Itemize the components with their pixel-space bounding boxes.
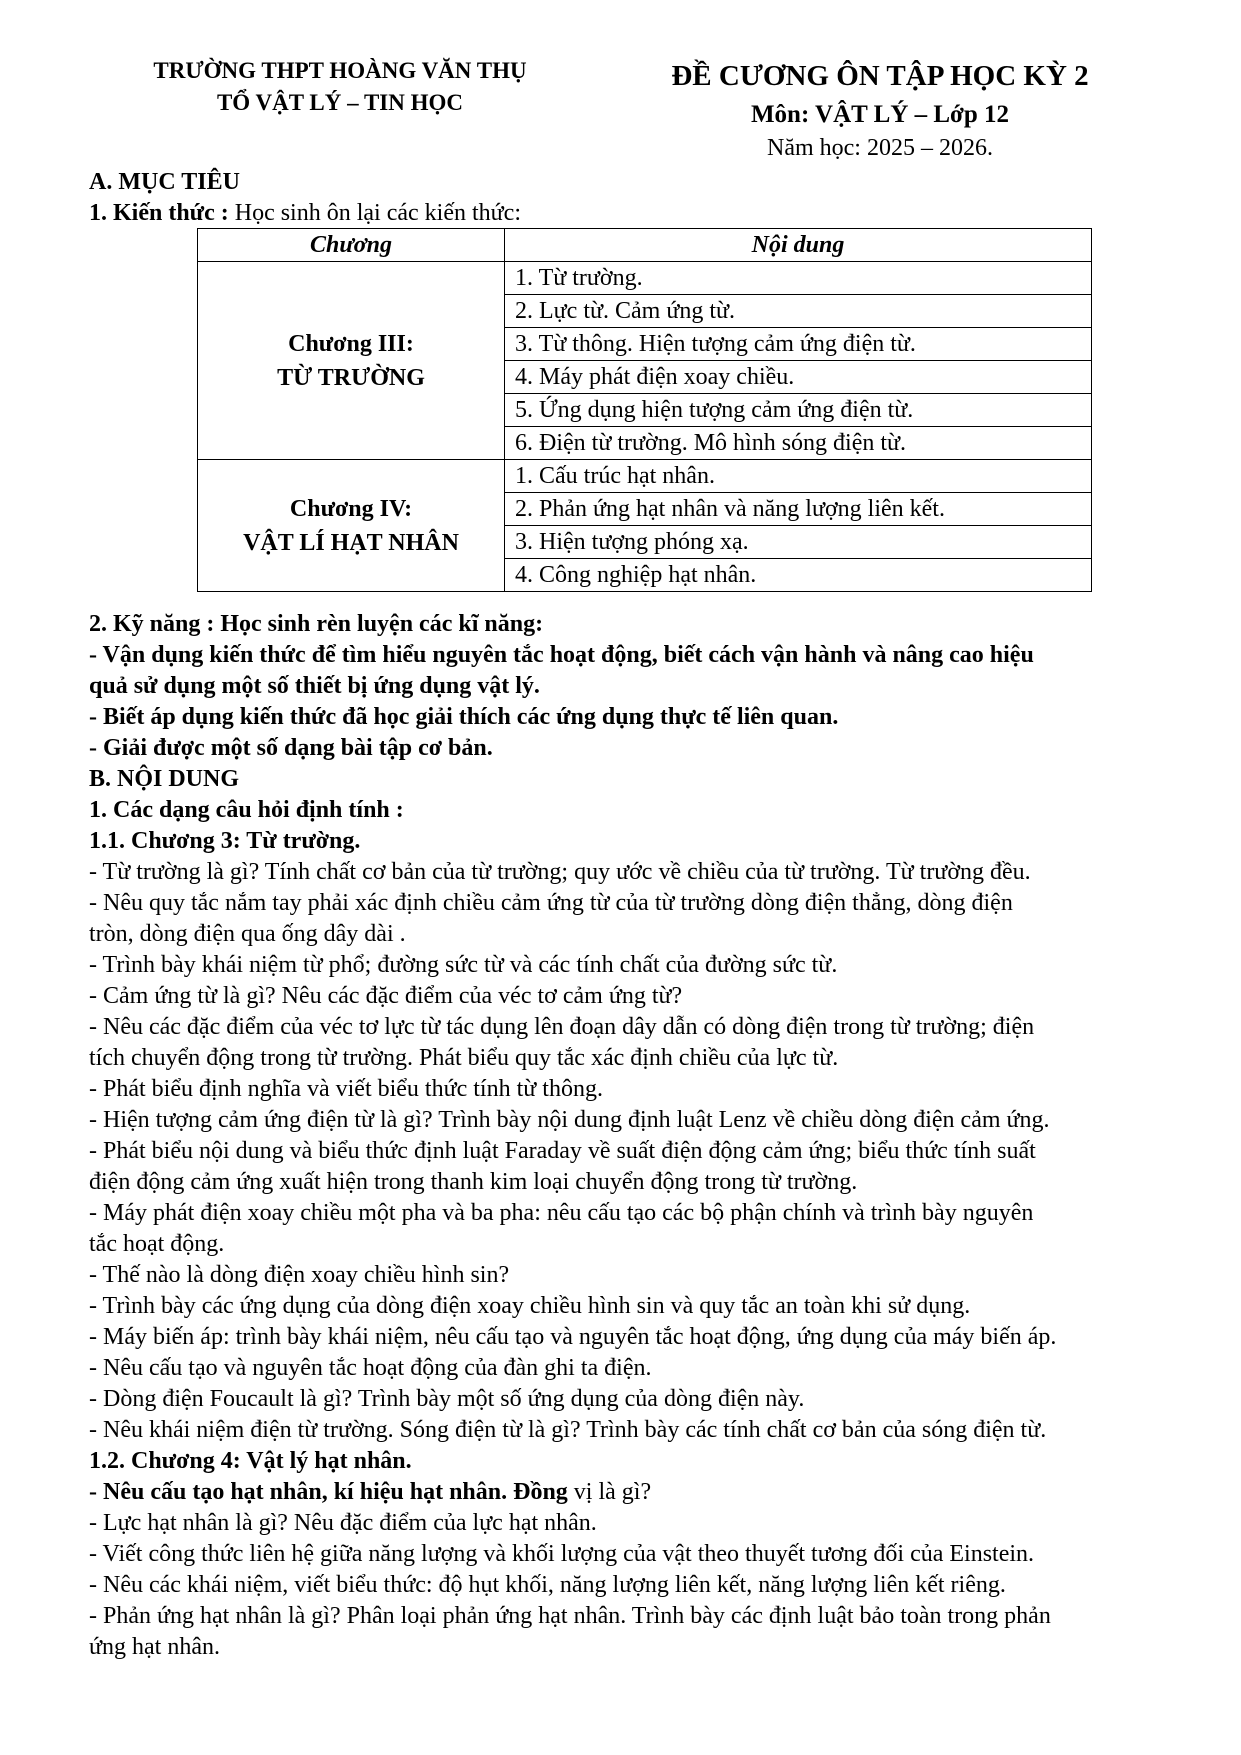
knowledge-line (89, 198, 521, 228)
chapter4-heading: 1.2. Chương 4: Vật lý hạt nhân. (89, 1448, 412, 1474)
ch3-line: - Nêu các đặc điểm của véc tơ lực từ tác dụng lên đoạn dây dẫn có dòng điện trong từ trường; điện (89, 1014, 1035, 1040)
content-item: 3. Từ thông. Hiện tượng cảm ứng điện từ. (505, 328, 1092, 361)
ch4-first-bold: - Nêu cấu tạo hạt nhân, kí hiệu hạt nhân. Đồng (89, 1479, 568, 1505)
content-item: 4. Máy phát điện xoay chiều. (505, 361, 1092, 394)
content-item: 4. Công nghiệp hạt nhân. (505, 559, 1092, 592)
ch4-line (89, 1477, 651, 1507)
ch3-line: - Hiện tượng cảm ứng điện từ là gì? Trình bày nội dung định luật Lenz về chiều dòng điện cảm ứng. (89, 1107, 1050, 1133)
ch4-line: - Nêu các khái niệm, viết biểu thức: độ hụt khối, năng lượng liên kết, năng lượng liên kết riêng. (89, 1572, 1006, 1598)
skill-line: - Biết áp dụng kiến thức đã học giải thích các ứng dụng thực tế liên quan. (89, 704, 839, 730)
chapter-name: TỪ TRƯỜNG (277, 364, 425, 391)
ch3-line: - Phát biểu nội dung và biểu thức định luật Faraday về suất điện động cảm ứng; biểu thức tính suất (89, 1138, 1036, 1164)
ch3-line: - Máy biến áp: trình bày khái niệm, nêu cấu tạo và nguyên tắc hoạt động, ứng dụng của máy biến áp. (89, 1324, 1057, 1350)
ch3-line: - Máy phát điện xoay chiều một pha và ba pha: nêu cấu tạo các bộ phận chính và trình bày nguyên (89, 1200, 1034, 1226)
skill-line: - Vận dụng kiến thức để tìm hiểu nguyên tắc hoạt động, biết cách vận hành và nâng cao hiệu (89, 642, 1034, 668)
ch3-line: tắc hoạt động. (89, 1231, 225, 1257)
ch3-line: điện động cảm ứng xuất hiện trong thanh kim loại chuyển động trong từ trường. (89, 1169, 858, 1195)
ch3-line: tròn, dòng điện qua ống dây dài . (89, 921, 406, 947)
content-item: 1. Cấu trúc hạt nhân. (505, 460, 1092, 493)
school-year: Năm học: 2025 – 2026. (767, 135, 993, 161)
ch3-line: - Dòng điện Foucault là gì? Trình bày một số ứng dụng của dòng điện này. (89, 1386, 805, 1412)
ch4-first-rest: vị là gì? (567, 1479, 652, 1505)
table-row (198, 262, 1092, 295)
col-content-header: Nội dung (505, 229, 1092, 262)
chapter3-heading: 1.1. Chương 3: Từ trường. (89, 828, 361, 854)
subject-line: Môn: VẬT LÝ – Lớp 12 (750, 101, 1010, 128)
chapter-title: Chương III: (288, 330, 414, 357)
qualitative-heading: 1. Các dạng câu hỏi định tính : (89, 797, 404, 823)
ch3-line: - Từ trường là gì? Tính chất cơ bản của từ trường; quy ước về chiều của từ trường. Từ trường đều. (89, 859, 1031, 885)
ch3-line: tích chuyển động trong từ trường. Phát biểu quy tắc xác định chiều của lực từ. (89, 1045, 839, 1071)
skill-line: - Giải được một số dạng bài tập cơ bản. (89, 735, 493, 761)
ch3-line: - Nêu khái niệm điện từ trường. Sóng điện từ là gì? Trình bày các tính chất cơ bản của sóng điện từ. (89, 1417, 1047, 1443)
department-name: TỔ VẬT LÝ – TIN HỌC (216, 90, 464, 115)
knowledge-label: 1. Kiến thức : (89, 200, 229, 226)
ch3-line: - Trình bày khái niệm từ phổ; đường sức từ và các tính chất của đường sức từ. (89, 952, 838, 978)
ch4-line: - Viết công thức liên hệ giữa năng lượng và khối lượng của vật theo thuyết tương đối của Einstein. (89, 1541, 1035, 1567)
skills-heading: 2. Kỹ năng : Học sinh rèn luyện các kĩ năng: (89, 611, 544, 637)
ch4-line: ứng hạt nhân. (89, 1634, 220, 1660)
chapter-cell-3 (198, 262, 505, 460)
ch3-line: - Phát biểu định nghĩa và viết biểu thức tính từ thông. (89, 1076, 603, 1102)
content-item: 5. Ứng dụng hiện tượng cảm ứng điện từ. (505, 394, 1092, 427)
skill-line: quả sử dụng một số thiết bị ứng dụng vật lý. (89, 673, 540, 699)
ch3-line: - Trình bày các ứng dụng của dòng điện xoay chiều hình sin và quy tắc an toàn khi sử dụng. (89, 1293, 971, 1319)
section-a-heading: A. MỤC TIÊU (89, 169, 240, 195)
ch3-line: - Nêu cấu tạo và nguyên tắc hoạt động của đàn ghi ta điện. (89, 1355, 652, 1381)
table-row (198, 460, 1092, 493)
content-item: 2. Phản ứng hạt nhân và năng lượng liên kết. (505, 493, 1092, 526)
document-title: ĐỀ CƯƠNG ÔN TẬP HỌC KỲ 2 (671, 60, 1089, 92)
chapter-name: VẬT LÍ HẠT NHÂN (243, 529, 459, 556)
ch3-line: - Thế nào là dòng điện xoay chiều hình sin? (89, 1262, 510, 1288)
ch4-line: - Phản ứng hạt nhân là gì? Phân loại phản ứng hạt nhân. Trình bày các định luật bảo toàn trong phản (89, 1603, 1051, 1629)
col-chapter-header: Chương (198, 229, 505, 262)
knowledge-text: Học sinh ôn lại các kiến thức: (228, 200, 521, 226)
ch4-line: - Lực hạt nhân là gì? Nêu đặc điểm của lực hạt nhân. (89, 1510, 597, 1536)
ch3-line: - Cảm ứng từ là gì? Nêu các đặc điểm của véc tơ cảm ứng từ? (89, 983, 683, 1009)
ch3-line: - Nêu quy tắc nắm tay phải xác định chiều cảm ứng từ của từ trường dòng điện thẳng, dòng điện (89, 890, 1013, 916)
chapter-title: Chương IV: (289, 495, 413, 522)
content-item: 2. Lực từ. Cảm ứng từ. (505, 295, 1092, 328)
school-name: TRƯỜNG THPT HOÀNG VĂN THỤ (153, 58, 527, 83)
table-header-row (198, 229, 1092, 262)
section-b-heading: B. NỘI DUNG (89, 766, 240, 792)
chapter-cell-4 (198, 460, 505, 592)
content-item: 6. Điện từ trường. Mô hình sóng điện từ. (505, 427, 1092, 460)
content-item: 1. Từ trường. (505, 262, 1092, 295)
knowledge-table (197, 228, 1092, 592)
content-item: 3. Hiện tượng phóng xạ. (505, 526, 1092, 559)
